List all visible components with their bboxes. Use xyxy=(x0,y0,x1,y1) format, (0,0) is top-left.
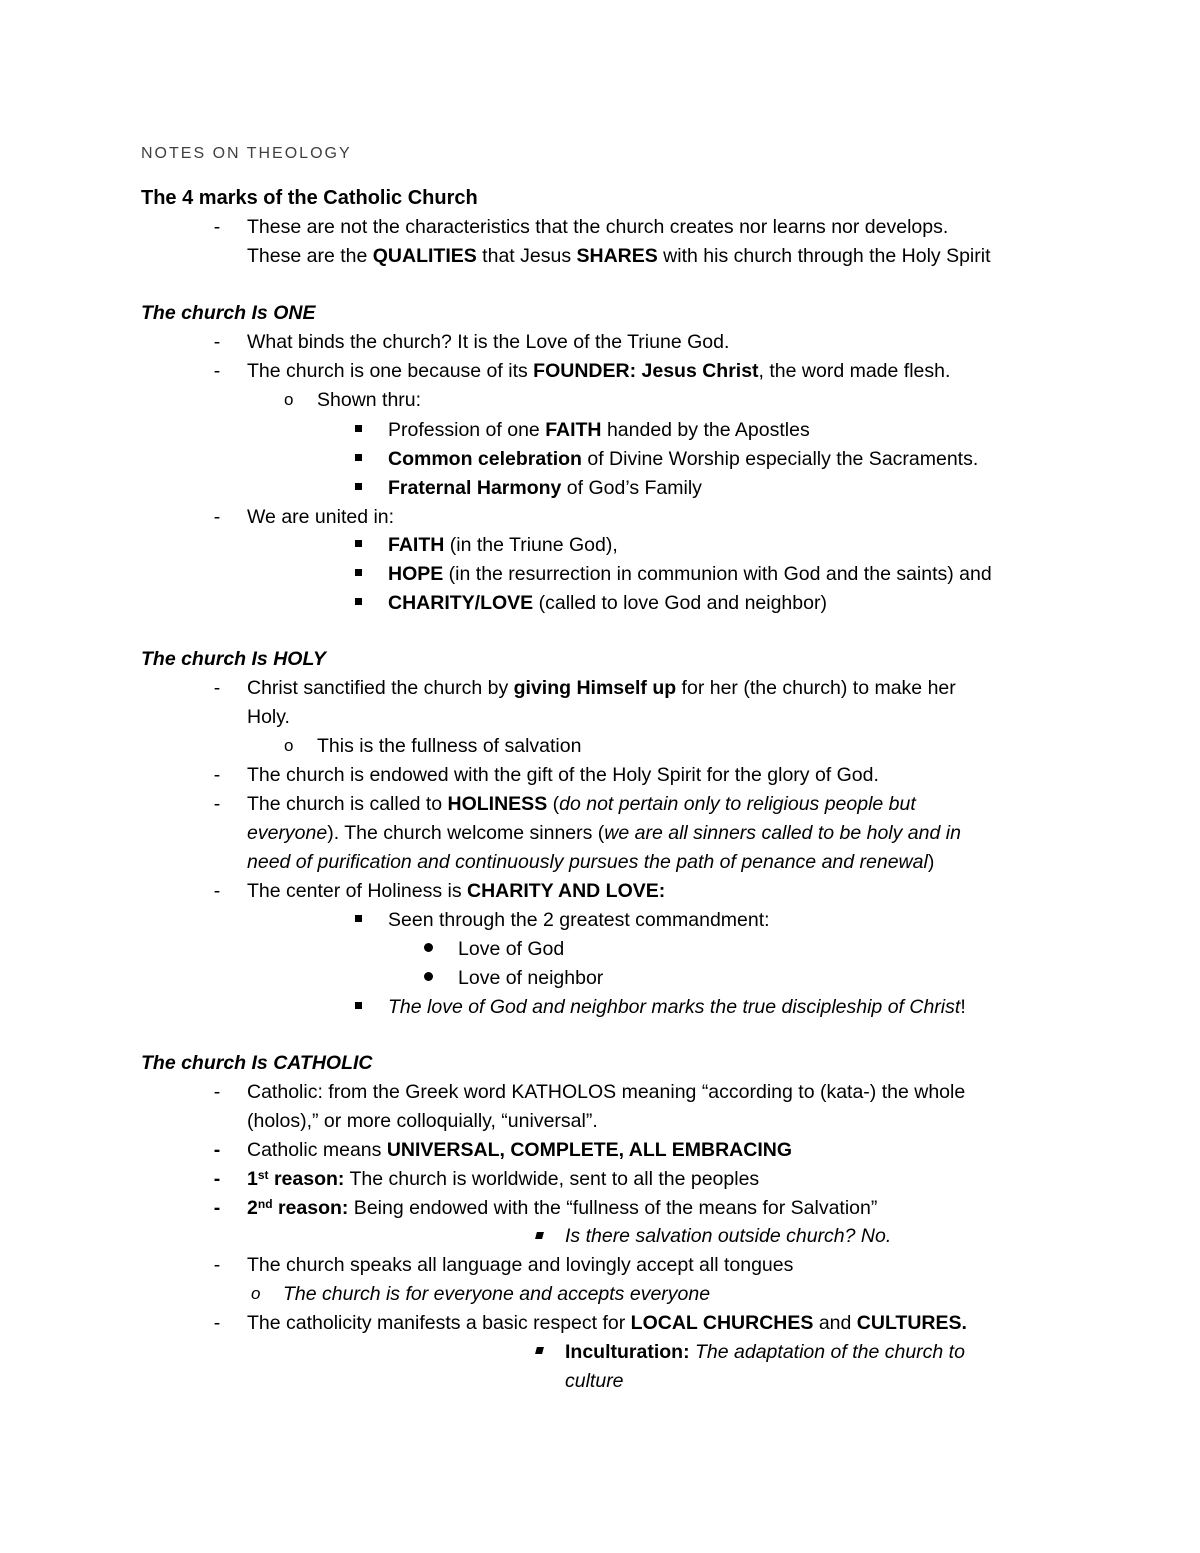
text-line: This is the fullness of salvation xyxy=(317,735,582,757)
square-bullet-icon xyxy=(355,454,362,461)
text-line: (holos),” or more colloquially, “universal”. xyxy=(247,1110,598,1132)
round-bullet-icon xyxy=(424,943,433,952)
text-line: FAITH (in the Triune God), xyxy=(388,534,618,556)
text-line: What binds the church? It is the Love of the Triune God. xyxy=(247,331,730,353)
text-line: The love of God and neighbor marks the true discipleship of Christ! xyxy=(388,996,966,1018)
section-heading-one: The church Is ONE xyxy=(141,302,316,324)
text-line: HOPE (in the resurrection in communion with God and the saints) and xyxy=(388,563,992,585)
text-line: culture xyxy=(565,1370,624,1392)
square-bullet-icon xyxy=(355,425,362,432)
square-bullet-icon xyxy=(355,915,362,922)
section-heading-four-marks: The 4 marks of the Catholic Church xyxy=(141,187,478,209)
text-line: Holy. xyxy=(247,706,290,728)
text-line: The church is for everyone and accepts everyone xyxy=(283,1283,711,1305)
text-line: Profession of one FAITH handed by the Apostles xyxy=(388,419,810,441)
dash-bullet: - xyxy=(213,1081,221,1103)
text-line: Is there salvation outside church? No. xyxy=(565,1225,892,1247)
text-line: CHARITY/LOVE (called to love God and neighbor) xyxy=(388,592,827,614)
dash-bullet: - xyxy=(213,506,221,528)
text-line: 2nd reason: Being endowed with the “fullness of the means for Salvation” xyxy=(247,1197,878,1219)
text-line: The church speaks all language and lovingly accept all tongues xyxy=(247,1254,794,1276)
dash-bullet: - xyxy=(213,1168,221,1190)
dash-bullet: - xyxy=(213,1139,221,1161)
text-line: everyone). The church welcome sinners (we are all sinners called to be holy and in xyxy=(247,822,961,844)
text-line: Seen through the 2 greatest commandment: xyxy=(388,909,770,931)
text-line: These are not the characteristics that the church creates nor learns nor develops. xyxy=(247,216,949,238)
square-bullet-icon xyxy=(355,483,362,490)
text-line: Common celebration of Divine Worship especially the Sacraments. xyxy=(388,448,979,470)
text-line: These are the QUALITIES that Jesus SHARES with his church through the Holy Spirit xyxy=(247,245,991,267)
circle-bullet: o xyxy=(251,1284,261,1303)
text-line: Christ sanctified the church by giving Himself up for her (the church) to make her xyxy=(247,677,956,699)
text-line: Shown thru: xyxy=(317,389,422,411)
text-line: Catholic: from the Greek word KATHOLOS meaning “according to (kata-) the whole xyxy=(247,1081,966,1103)
square-bullet-icon xyxy=(355,598,362,605)
dash-bullet: - xyxy=(213,764,221,786)
dash-bullet: - xyxy=(213,1312,221,1334)
square-bullet-icon xyxy=(355,569,362,576)
section-heading-holy: The church Is HOLY xyxy=(141,648,326,670)
square-bullet-icon xyxy=(355,540,362,547)
text-line: Fraternal Harmony of God’s Family xyxy=(388,477,702,499)
square-bullet-icon xyxy=(355,1002,362,1009)
text-line: Love of God xyxy=(458,938,565,960)
square-bullet-icon xyxy=(535,1232,544,1239)
text-line: Catholic means UNIVERSAL, COMPLETE, ALL EMBRACING xyxy=(247,1139,793,1161)
text-line: 1st reason: The church is worldwide, sent to all the peoples xyxy=(247,1168,760,1190)
text-line: The center of Holiness is CHARITY AND LOVE: xyxy=(247,880,666,902)
dash-bullet: - xyxy=(213,216,221,238)
text-line: The church is one because of its FOUNDER: Jesus Christ, the word made flesh. xyxy=(247,360,951,382)
round-bullet-icon xyxy=(424,972,433,981)
text-line: We are united in: xyxy=(247,506,395,528)
section-heading-catholic: The church Is CATHOLIC xyxy=(141,1052,373,1074)
dash-bullet: - xyxy=(213,1254,221,1276)
circle-bullet: o xyxy=(284,390,294,409)
text-line: need of purification and continuously pursues the path of penance and renewal) xyxy=(247,851,935,873)
text-line: The church is endowed with the gift of the Holy Spirit for the glory of God. xyxy=(247,764,879,786)
text-line: The catholicity manifests a basic respect for LOCAL CHURCHES and CULTURES. xyxy=(247,1312,967,1334)
dash-bullet: - xyxy=(213,793,221,815)
dash-bullet: - xyxy=(213,677,221,699)
dash-bullet: - xyxy=(213,1197,221,1219)
document-header: NOTES ON THEOLOGY xyxy=(141,145,352,162)
square-bullet-icon xyxy=(535,1347,544,1354)
dash-bullet: - xyxy=(213,331,221,353)
dash-bullet: - xyxy=(213,880,221,902)
circle-bullet: o xyxy=(284,736,294,755)
text-line: Love of neighbor xyxy=(458,967,604,989)
dash-bullet: - xyxy=(213,360,221,382)
text-line: Inculturation: The adaptation of the church to xyxy=(565,1341,965,1363)
text-line: The church is called to HOLINESS (do not pertain only to religious people but xyxy=(247,793,916,815)
